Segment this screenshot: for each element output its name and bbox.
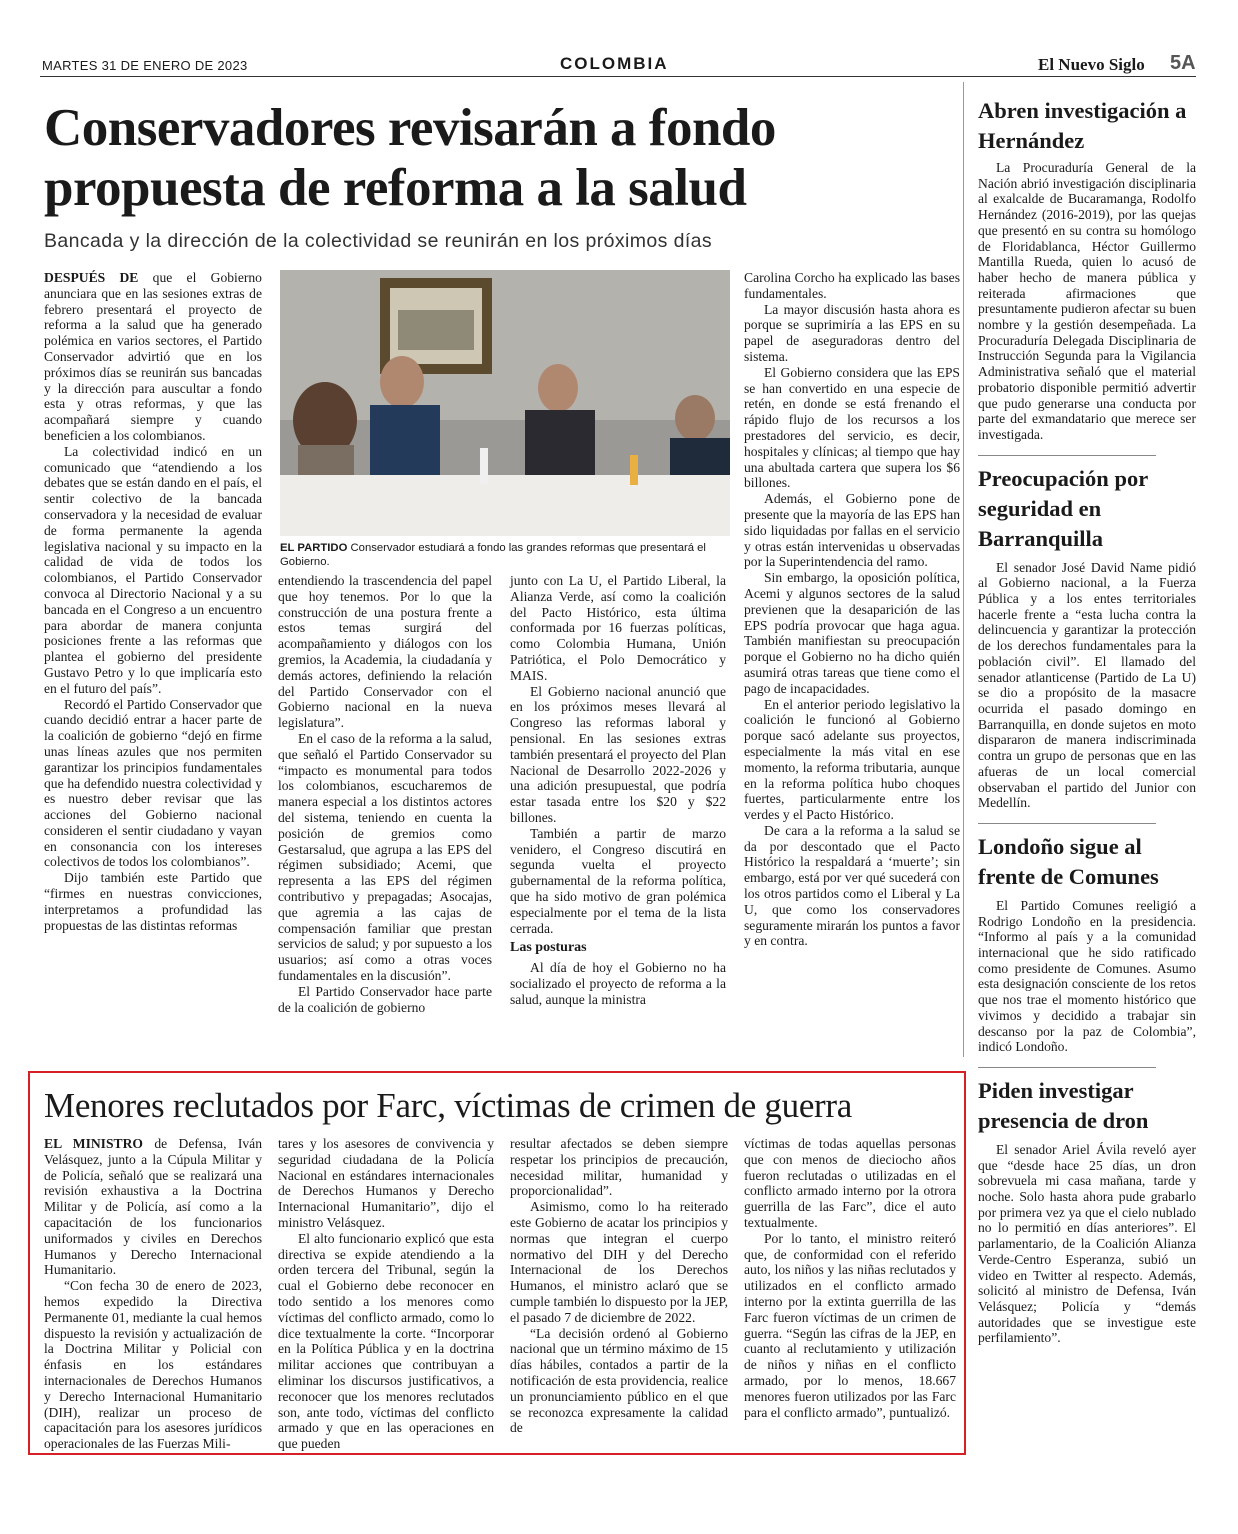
paragraph: junto con La U, el Partido Liberal, la Alianza Verde, así como la coalición del Pacto Histórico, esta última conformada por 16 fuerzas políticas, como Colombia Humana, Unión Patriótica, el Polo Democrático y MAIS. (510, 573, 726, 683)
main-col-4 (744, 270, 960, 949)
paragraph: En el anterior periodo legislativo la coalición le funcionó al Gobierno porque sacó adelante sus proyectos, especialmente la más vital en ese momento, la reforma tributaria, aunque en la reforma política hubo choques fuertes, particularmente entre los verdes y el Pacto Histórico. (744, 696, 960, 823)
brief-text (978, 1142, 1196, 1346)
brief-title: Abren investigación a Hernández (978, 98, 1187, 153)
header-date: MARTES 31 DE ENERO DE 2023 (42, 58, 248, 73)
box-col-2 (278, 1136, 494, 1452)
meeting-photo-illustration (280, 270, 730, 536)
box-col-3 (510, 1136, 728, 1436)
intertitle: Las posturas (510, 940, 587, 956)
brief-text (978, 898, 1196, 1055)
brief-item (978, 96, 1196, 443)
paragraph: Dijo también este Partido que “firmes en nuestras convicciones, interpretamos a profundidad las propuestas de las distintas reformas (44, 870, 262, 933)
brief-title: Preocupación por seguridad en Barranquilla (978, 465, 1148, 551)
header-rule (40, 76, 1196, 77)
section-name: COLOMBIA (560, 54, 669, 73)
brief-text (978, 560, 1196, 811)
paragraph: El Gobierno nacional anunció que en los próximos meses llevará al Congreso las reformas laboral y pensional. En las sesiones extras también presentará el proyecto del Plan Nacional de Desarrollo 2022-2026 y una adición presupuestal, que podría estar tasada entre los $20 y $22 billones. (510, 683, 726, 825)
brief-divider (978, 823, 1156, 824)
paragraph: Asimismo, como lo ha reiterado este Gobierno de acatar los principios y normas que integran el cuerpo normativo del DIH y del Derecho Internacional de los Derechos Humanos, el ministro aclaró que se cumple también lo dispuesto por la JEP, el pasado 7 de diciembre de 2022. (510, 1199, 728, 1325)
sidebar (978, 96, 1196, 1346)
brief-divider (978, 455, 1156, 456)
sidebar-divider (963, 82, 964, 1057)
paragraph: Recordó el Partido Conservador que cuando decidió entrar a hacer parte de la coalición de gobierno “dejó en firme unas líneas azules que nos permiten garantizar los principios fundamentales que ha defendido nuestra colectividad y es nuestro deber revisar que las acciones del Gobierno nacional consideren el sentir ciudadano y vayan en consonancia con los intereses colectivos de todos los colombianos”. (44, 696, 262, 870)
paragraph: DESPUÉS DE que el Gobierno anunciara que en las sesiones extras de febrero presentará el proyecto de reforma a la salud que ha generado polémica en varios sectores, el Partido Conservador advirtió que en los próximos días se reunirán sus bancadas y la dirección para auscultar a fondo esta y otras reformas, y que las acompañará siempre y cuando beneficien a los colombianos. (44, 270, 262, 443)
photo-caption: EL PARTIDO Conservador estudiará a fondo las grandes reformas que presentará el Gobierno. (280, 542, 706, 568)
paragraph: Además, el Gobierno pone de presente que la mayoría de las EPS han sido liquidadas por fallas en el servicio y otras están intervenidas u observadas por la Superintendencia del ramo. (744, 491, 960, 570)
paragraph: Al día de hoy el Gobierno no ha socializado el proyecto de reforma a la salud, aunque la ministra (510, 960, 726, 1007)
paragraph: Carolina Corcho ha explicado las bases fundamentales. (744, 270, 960, 301)
paragraph: El Gobierno considera que las EPS se han convertido en una especie de retén, en donde se está frenando el rápido flujo de los recursos a los prestadores del servicio, es decir, hospitales y clínicas; al tiempo que hay una abultada cartera que supera los $6 billones. (744, 364, 960, 491)
brief-item (978, 464, 1196, 811)
brief-title: Piden investigar presencia de dron (978, 1077, 1149, 1133)
brief-title: Londoño sigue al frente de Comunes (978, 833, 1159, 889)
brief-divider (978, 1067, 1156, 1068)
main-col-2 (278, 573, 492, 1015)
paragraph: La mayor discusión hasta ahora es porque se suprimiría a las EPS en su papel de aseguradoras dentro del sistema. (744, 301, 960, 364)
paragraph: víctimas de todas aquellas personas que con menos de dieciocho años fueron reclutadas o utilizadas en el conflicto armado interno por la otrora guerrilla de las Farc”, dice el auto textualmente. (744, 1136, 956, 1230)
brief-text (978, 160, 1196, 443)
article-photo (280, 270, 730, 536)
paragraph: El senador José David Name pidió al Gobierno nacional, a la Fuerza Pública y a los entes territoriales hacerle frente a “esta lucha contra la delincuencia y garantizar la protección de los derechos fundamentales para la población civil”. El llamado del senador atlanticense (Partido de La U) se dio a propósito de la masacre ocurrida el pasado domingo en Barranquilla, en donde sujetos en moto dispararon de manera indiscriminada contra un grupo de personas que en las afueras de un local comercial observaban el partido del Junior con Medellín. (978, 559, 1196, 811)
paragraph: La Procuraduría General de la Nación abrió investigación disciplinaria al exalcalde de Bucaramanga, Rodolfo Hernández (2016-2019), por las quejas que presentó en su contra su homólogo de Floridablanca, Héctor Guillermo Mantilla Rueda, quien lo acusó de haber hecho de manera pública y reiterada afirmaciones que presuntamente pudieron afectar su buen nombre y la gestión desempeñada. La Procuraduría Delegada Disciplinaria de Instrucción Segunda para la Vigilancia Administrativa señaló que el material probatorio disponible permitió advertir que pudo generarse una conducta por parte del exmandatario que merece ser investigada. (978, 160, 1196, 442)
page-number: 5A (1170, 52, 1196, 74)
paragraph: entendiendo la trascendencia del papel que hoy tenemos. Por lo que la construcción de una postura frente a estos temas surgirá del acompañamiento y diálogos con los gremios, la Academia, la ciudadanía y demás actores, definiendo la relación del Partido Conservador con el Gobierno nacional en la nueva legislatura”. (278, 573, 492, 731)
box-col-4 (744, 1136, 956, 1420)
main-headline: Conservadores revisarán a fondo propuesta de reforma a la salud (44, 99, 776, 217)
paragraph: Sin embargo, la oposición política, Acemi y algunos sectores de la salud previenen que la desaparición de las EPS podría provocar que haga agua. También manifiestan su preocupación porque el Gobierno no ha dicho quién asumirá otras tareas que tiene como el pago de incapacidades. (744, 570, 960, 696)
main-col-3 (510, 573, 726, 1008)
paragraph: EL MINISTRO de Defensa, Iván Velásquez, junto a la Cúpula Militar y de Policía, señaló que se realizará una revisión exhaustiva a la Doctrina Militar y de Policía, así como a la capacitación de los funcionarios uniformados y civiles en Derechos Humanos y Derecho Internacional Humanitario. (44, 1136, 262, 1278)
paragraph: “Con fecha 30 de enero de 2023, hemos expedido la Directiva Permanente 01, mediante la cual hemos dispuesto la revisión y actualización de la Doctrina Militar y Policial con énfasis en los estándares internacionales de Derechos Humanos y Derecho Internacional Humanitario (DIH), realizar un proceso de capacitación para los asesores jurídicos operacionales de las Fuerzas Mili- (44, 1278, 262, 1452)
paragraph: El senador Ariel Ávila reveló ayer que “desde hace 25 días, un dron sobrevuela mi casa mañana, tarde y noche. Solo hasta ahora pude grabarlo por primera vez ya que el cielo nublado no lo permitió en días anteriores”. El parlamentario, de la Coalición Alianza Verde-Centro Esperanza, subió un video en Twitter al respecto. Además, solicitó al ministro de Defensa, Iván Velásquez; Policía y “demás autoridades que se investigue este perfilamiento”. (978, 1141, 1196, 1346)
paragraph: “La decisión ordenó al Gobierno nacional que un término máximo de 15 días hábiles, contados a partir de la notificación de esta providencia, realice un pronunciamiento público en el que se reconozca expresamente la calidad de (510, 1325, 728, 1436)
newspaper-name: El Nuevo Siglo (1038, 55, 1145, 74)
paragraph: resultar afectados se deben siempre respetar los principios de precaución, necesidad militar, humanidad y proporcionalidad”. (510, 1136, 728, 1199)
brief-item (978, 832, 1196, 1055)
paragraph: En el caso de la reforma a la salud, que señaló el Partido Conservador su “impacto es monumental para todos los colombianos, escucharemos de manera especial a los distintos actores del sistema, teniendo en cuenta la posición de gremios como Gestarsalud, que agrupa a las EPS del régimen subsidiado; Acemi, que representa a las EPS del régimen contributivo y prepagadas; Asocajas, que agremia a las cajas de compensación familiar que prestan servicios de salud; y por supuesto a los usuarios; así como a otras voces fundamentales en la discusión”. (278, 730, 492, 983)
paragraph: De cara a la reforma a la salud se da por descontado que el Pacto Histórico la respaldará a ‘muerte’; sin embargo, está por ver qué sucederá con los otros partidos como el Liberal y La U, que como los conservadores seguramente mirarán los puntos a favor y en contra. (744, 822, 960, 949)
paragraph: tares y los asesores de convivencia y seguridad ciudadana de la Policía Nacional en estándares internacionales de Derechos Humanos y Derecho Internacional Humanitario”, dijo el ministro Velásquez. (278, 1136, 494, 1230)
paragraph: El Partido Conservador hace parte de la coalición de gobierno (278, 983, 492, 1015)
box-col-1 (44, 1136, 262, 1452)
brief-item (978, 1076, 1196, 1346)
box-headline: Menores reclutados por Farc, víctimas de crimen de guerra (44, 1086, 852, 1125)
paragraph: También a partir de marzo venidero, el Congreso discutirá en segunda vuelta el proyecto gubernamental de la reforma política, que ha sido motivo de gran polémica especialmente por el tema de la lista cerrada. (510, 825, 726, 936)
paragraph: Por lo tanto, el ministro reiteró que, de conformidad con el referido auto, los niños y las niñas reclutados y utilizados en el conflicto armado interno por la extinta guerrilla de las Farc fueron víctimas de un crimen de guerra. “Según las cifras de la JEP, en cuanto al reclutamiento y utilización de niños y niñas en el conflicto armado, por lo menos, 18.667 menores fueron utilizados por las Farc para el conflicto armado”, puntualizó. (744, 1230, 956, 1420)
paragraph: El Partido Comunes reeligió a Rodrigo Londoño en la presidencia. “Informo al país y a la comunidad internacional que he sido ratificado como presidente de Comunes. Asumo esta designación consciente de los retos que nos trae el momento histórico que vivimos y decidido a trabajar sin descanso por la paz de Colombia”, indicó Londoño. (978, 897, 1196, 1055)
main-col-1 (44, 270, 262, 933)
paragraph: El alto funcionario explicó que esta directiva se expide atendiendo a la orden tercera del Tribunal, según la cual el Gobierno debe reconocer en todo sentido a los menores como víctimas del conflicto armado, como lo dice textualmente la corte. “Incorporar en la Política Pública y en la doctrina militar acciones que contribuyan a eliminar los discursos justificativos, a reconocer que los menores reclutados son, ante todo, víctimas del conflicto armado y que en las operaciones en que pueden (278, 1230, 494, 1452)
paragraph: La colectividad indicó en un comunicado que “atendiendo a los debates que se están dando en el país, el sentir colectivo de la bancada conservadora y la necesidad de evaluar de forma permanente la agenda legislativa nacional y su impacto en la calidad de vida de todos los colombianos, el Partido Conservador convoca al Directorio Nacional y a su bancada en el Congreso a un encuentro para abordar de manera conjunta posiciones frente a las reformas que plantea el gobierno del presidente Gustavo Petro y lo que implicaría esto en el futuro del país”. (44, 443, 262, 696)
main-subheadline: Bancada y la dirección de la colectividad se reunirán en los próximos días (44, 230, 713, 252)
